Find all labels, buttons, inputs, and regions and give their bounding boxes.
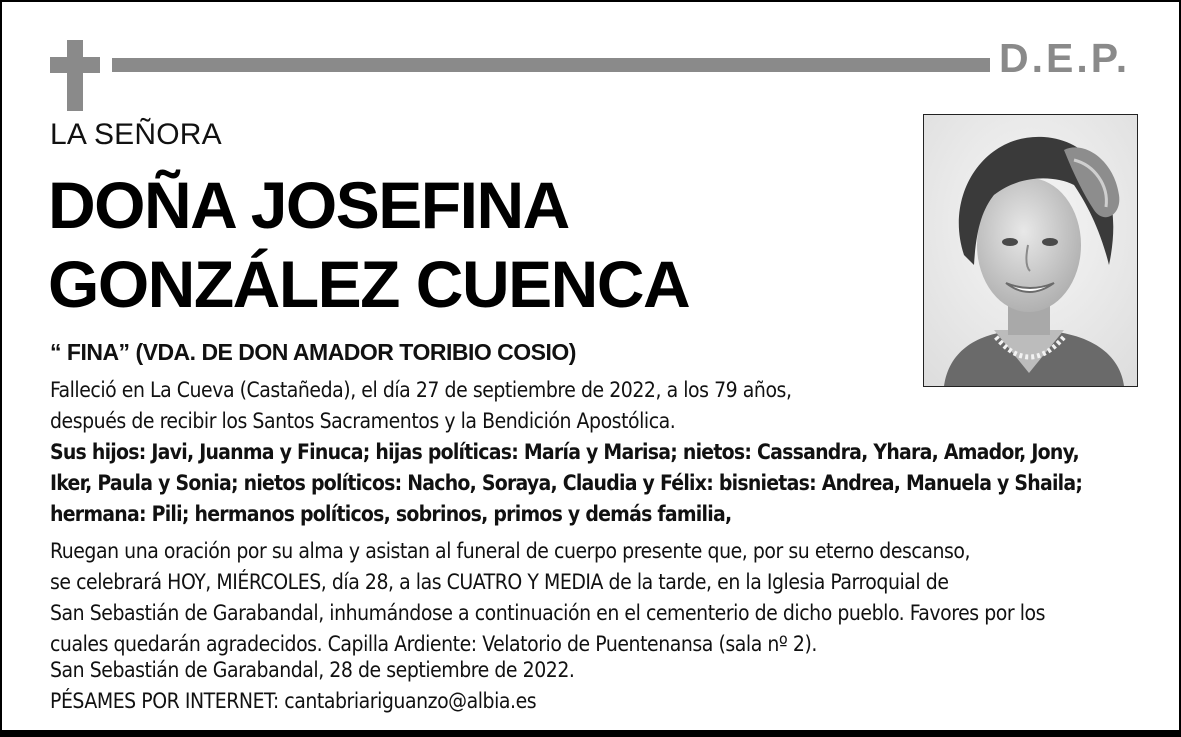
deceased-nickname: “ FINA” (VDA. DE DON AMADOR TORIBIO COSIO) — [50, 339, 576, 365]
honorific-title: LA SEÑORA — [50, 118, 222, 151]
family-line: Sus hijos: Javi, Juanma y Finuca; hijas políticas: María y Marisa; nietos: Cassandra, Yhara, Amador, Jony, — [50, 440, 1079, 464]
death-notice-paragraph — [50, 375, 792, 437]
dep-label: D.E.P. — [999, 35, 1131, 81]
funeral-line: Ruegan una oración por su alma y asistan al funeral de cuerpo presente que, por su eterno descanso, — [50, 539, 971, 563]
family-paragraph — [50, 437, 1082, 530]
death-notice-line: Falleció en La Cueva (Castañeda), el día 27 de septiembre de 2022, a los 79 años, — [50, 378, 792, 402]
place-date: San Sebastián de Garabandal, 28 de septiembre de 2022. — [50, 658, 575, 682]
family-line: hermana: Pili; hermanos políticos, sobrinos, primos y demás familia, — [50, 502, 732, 526]
family-line: Iker, Paula y Sonia; nietos políticos: Nacho, Soraya, Claudia y Félix: bisnietas: Andrea, Manuela y Shaila; — [50, 471, 1083, 495]
funeral-paragraph — [50, 536, 1045, 660]
cross-horizontal-bar — [50, 57, 100, 73]
funeral-line: cuales quedarán agradecidos. Capilla Ardiente: Velatorio de Puentenansa (sala nº 2). — [50, 632, 817, 656]
header-rule — [112, 58, 990, 72]
deceased-name-line-1: DOÑA JOSEFINA — [48, 168, 569, 242]
footer-paragraph — [50, 655, 574, 717]
funeral-line: San Sebastián de Garabandal, inhumándose a continuación en el cementerio de dicho pueblo. Favores por los — [50, 601, 1046, 625]
deceased-name-line-2: GONZÁLEZ CUENCA — [48, 247, 690, 321]
portrait-photo — [923, 114, 1138, 387]
condolences-line: PÉSAMES POR INTERNET: cantabriariguanzo@albia.es — [50, 689, 537, 713]
cross-vertical-bar — [67, 40, 83, 111]
death-notice-line: después de recibir los Santos Sacramentos y la Bendición Apostólica. — [50, 409, 676, 433]
funeral-line: se celebrará HOY, MIÉRCOLES, día 28, a las CUATRO Y MEDIA de la tarde, en la Iglesia Parroquial de — [50, 570, 949, 594]
